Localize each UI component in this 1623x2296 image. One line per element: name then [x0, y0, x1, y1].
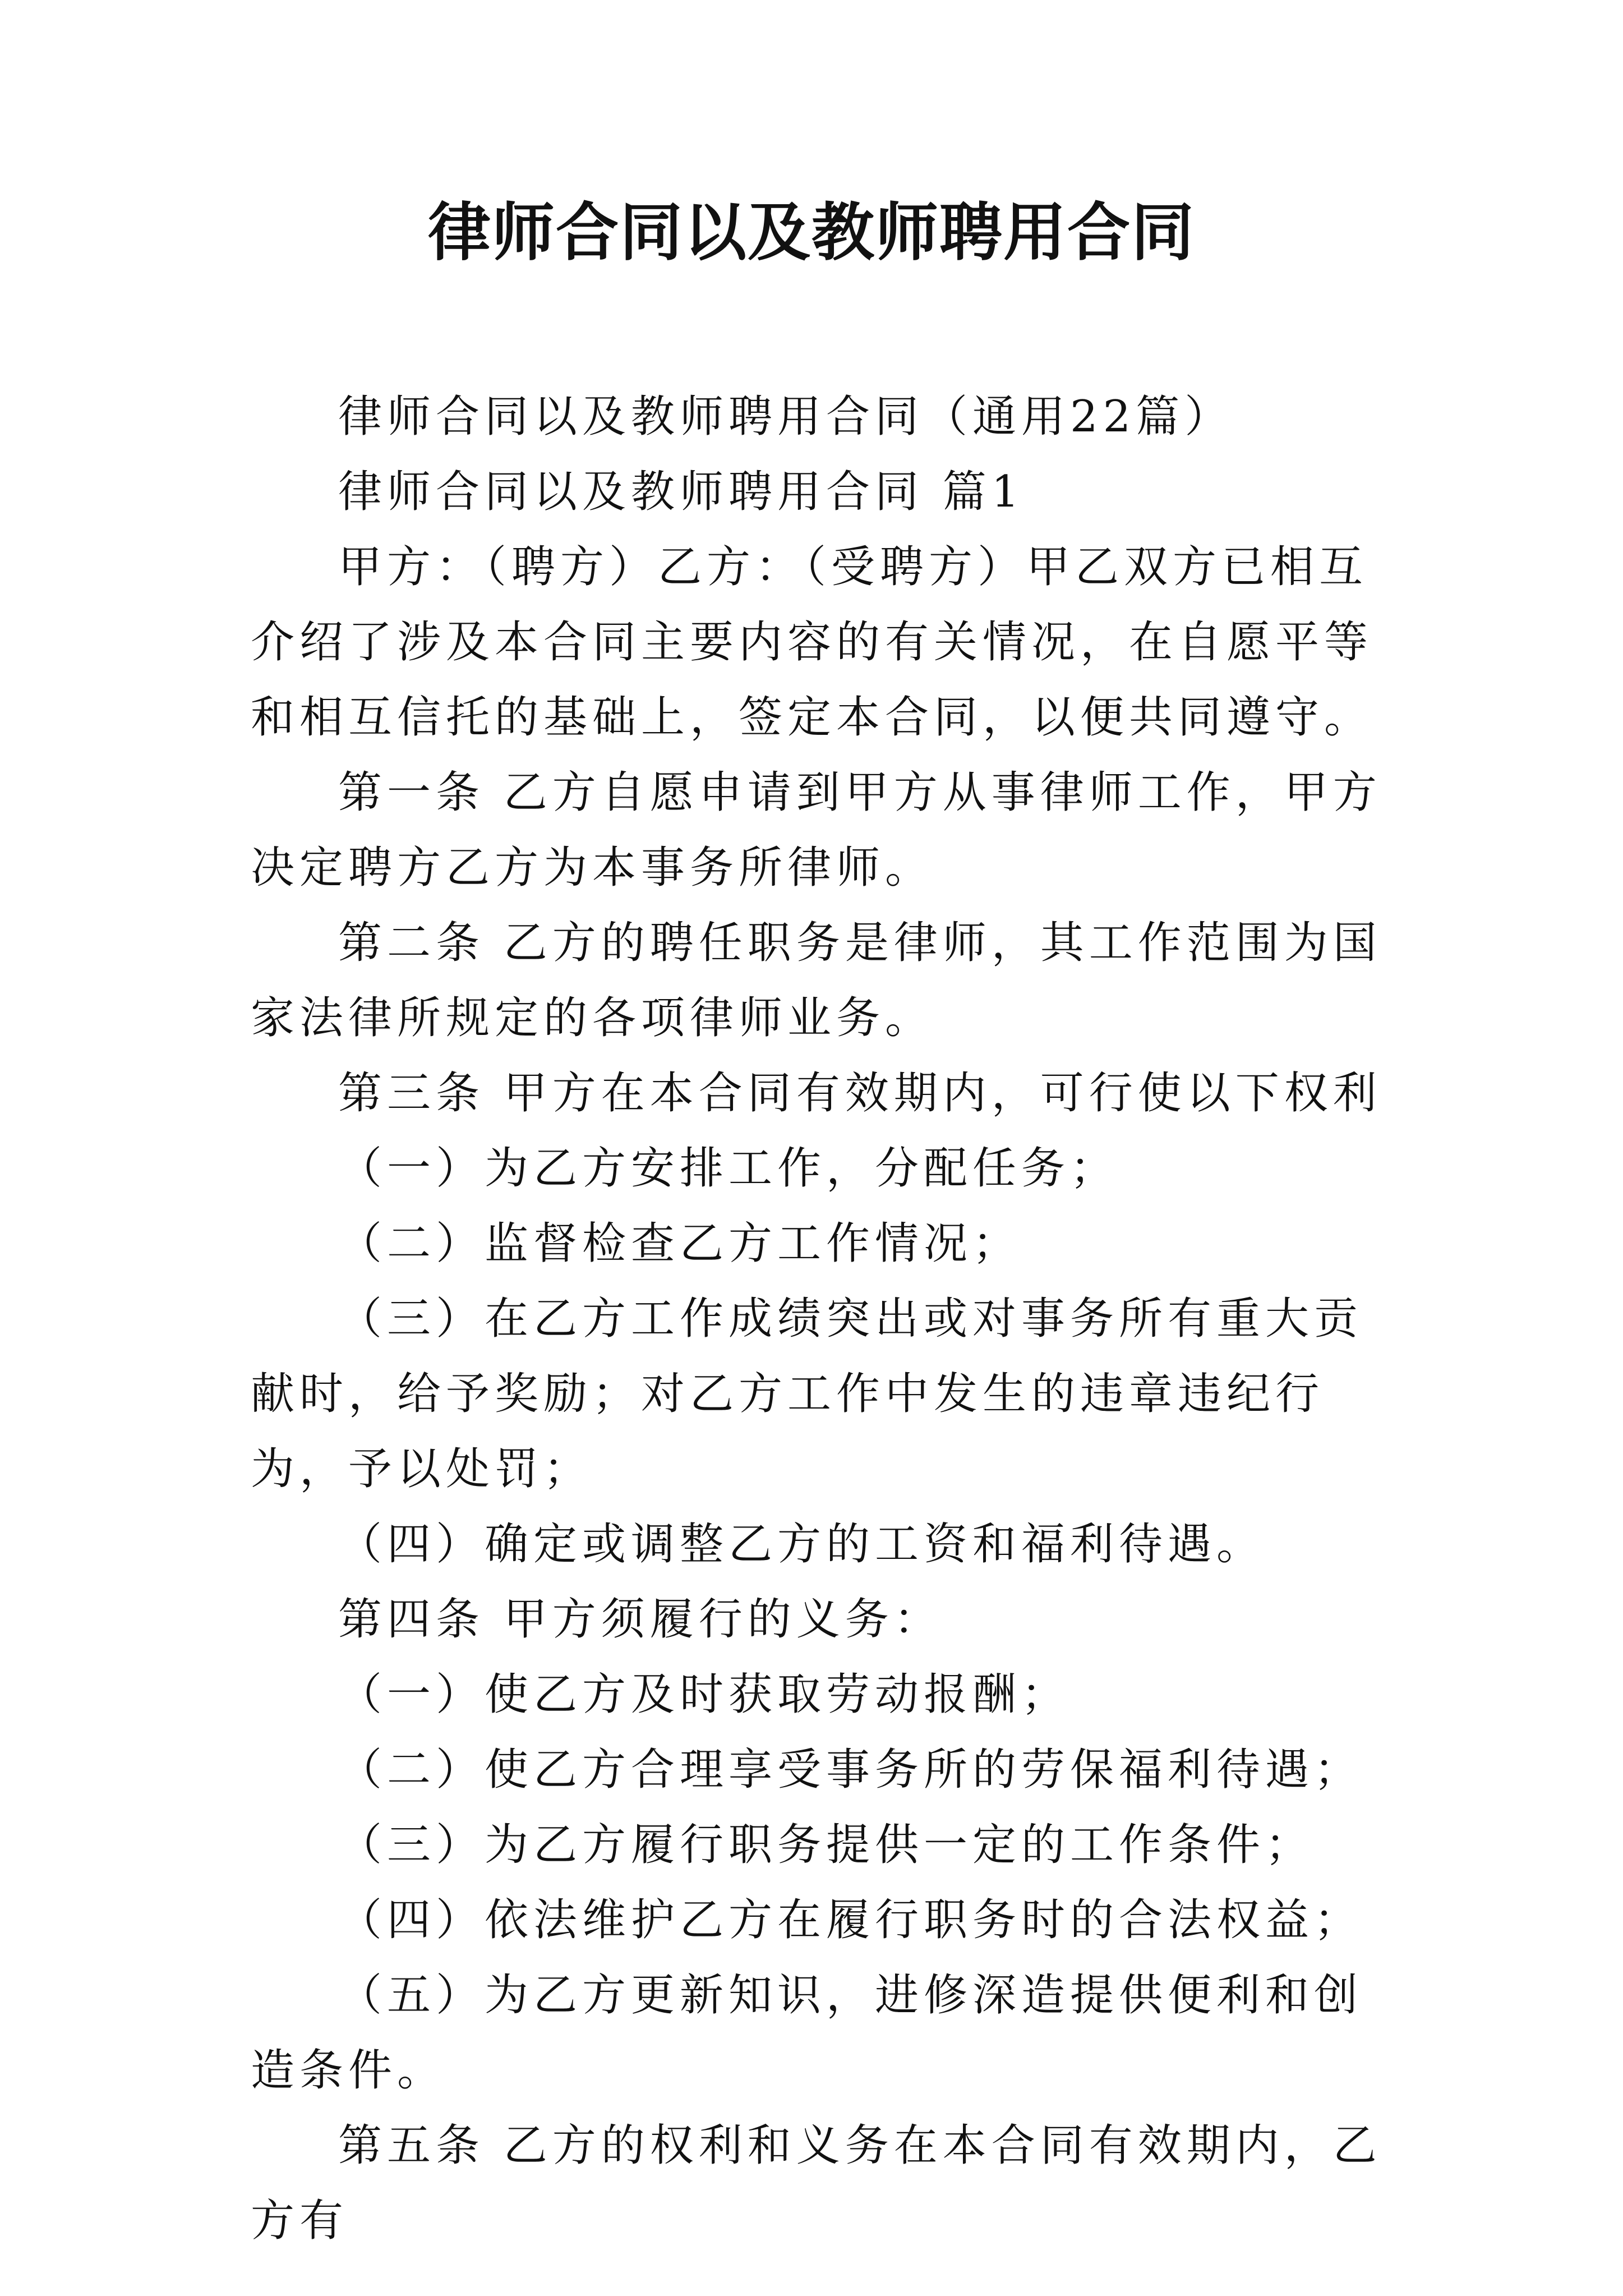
list-item-article-4-4: （四）依法维护乙方在履行职务时的合法权益；: [338, 1895, 1363, 1945]
document-body: [251, 379, 1384, 2258]
paragraph-parties: 甲方：（聘方）乙方：（受聘方）甲乙双方已相互介绍了涉及本合同主要内容的有关情况，在自愿平等和相互信托的基础上，签定本合同，以便共同遵守。: [251, 542, 1373, 743]
list-item-article-4-5: （五）为乙方更新知识，进修深造提供便利和创造条件。: [251, 1970, 1363, 2096]
paragraph-article-4: 第四条 甲方须履行的义务：: [338, 1594, 943, 1645]
list-item-article-3-3: （三）在乙方工作成绩突出或对事务所有重大贡献时，给予奖励；对乙方工作中发生的违章违纪行为，予以处罚；: [251, 1294, 1363, 1494]
list-item-article-3-2: （二）监督检查乙方工作情况；: [338, 1218, 1022, 1269]
paragraph-article-3: 第三条 甲方在本合同有效期内，可行使以下权利: [338, 1068, 1382, 1119]
paragraph-article-2: 第二条 乙方的聘任职务是律师，其工作范围为国家法律所规定的各项律师业务。: [251, 918, 1382, 1043]
list-item-article-4-3: （三）为乙方履行职务提供一定的工作条件；: [338, 1820, 1315, 1870]
paragraph-subtitle: 律师合同以及教师聘用合同（通用22篇）: [338, 392, 1234, 442]
list-item-article-3-4: （四）确定或调整乙方的工资和福利待遇。: [338, 1519, 1266, 1570]
paragraph-section-heading: 律师合同以及教师聘用合同 篇1: [338, 467, 1025, 517]
paragraph-article-5: 第五条 乙方的权利和义务在本合同有效期内，乙方有: [251, 2120, 1382, 2246]
list-item-article-3-1: （一）为乙方安排工作，分配任务；: [338, 1143, 1119, 1194]
list-item-article-4-1: （一）使乙方及时获取劳动报酬；: [338, 1669, 1071, 1720]
paragraph-article-1: 第一条 乙方自愿申请到甲方从事律师工作，甲方决定聘方乙方为本事务所律师。: [251, 767, 1382, 893]
document-title: 律师合同以及教师聘用合同: [428, 196, 1195, 269]
list-item-article-4-2: （二）使乙方合理享受事务所的劳保福利待遇；: [338, 1745, 1363, 1795]
